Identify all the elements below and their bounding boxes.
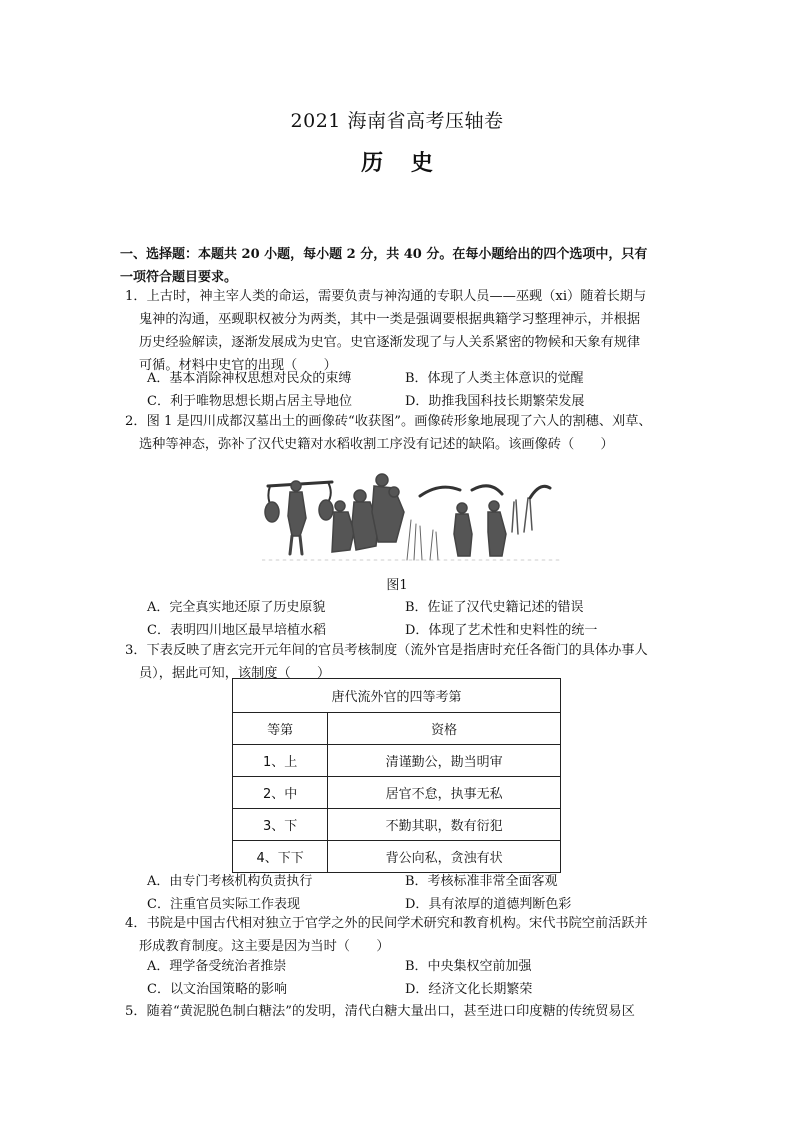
table-row <box>233 777 561 809</box>
q2-line: 选种等神态，弥补了汉代史籍对水稻收割工序没有记述的缺陷。该画像砖（ ） <box>139 437 614 452</box>
table-cell: 4、下下 <box>233 841 328 873</box>
q3-line: 员），据此可知，该制度（ ） <box>139 666 331 681</box>
q3-option-b[interactable]: B．考核标准非常全面客观 <box>405 874 558 889</box>
subject-title: 历 史 <box>361 150 433 176</box>
q4-option-d[interactable]: D．经济文化长期繁荣 <box>405 982 533 997</box>
q2-line: 2．图 1 是四川成都汉墓出土的画像砖“收获图”。画像砖形象地展现了六人的割穗、刈草、 <box>125 414 652 429</box>
table-cell: 3、下 <box>233 809 328 841</box>
q2-option-c[interactable]: C．表明四川地区最早培植水稻 <box>147 623 326 638</box>
figure-caption: 图1 <box>386 578 408 593</box>
q4-option-c[interactable]: C．以文治国策略的影响 <box>147 982 287 997</box>
q1-option-d[interactable]: D．助推我国科技长期繁荣发展 <box>405 394 585 409</box>
table-cell: 背公向私，贪浊有状 <box>328 841 561 873</box>
q4-option-b[interactable]: B．中央集权空前加强 <box>405 959 532 974</box>
question-5 <box>125 1000 685 1023</box>
table-cell: 不勤其职，数有衍犯 <box>328 809 561 841</box>
section-heading-line1: 一、选择题：本题共 20 小题，每小题 2 分，共 40 分。在每小题给出的四个选项中，只有 <box>120 247 648 262</box>
harvest-brick-image <box>262 472 562 564</box>
q1-options <box>147 367 687 413</box>
q3-option-a[interactable]: A．由专门考核机构负责执行 <box>147 874 313 889</box>
q5-line: 5．随着“黄泥脱色制白糖法”的发明，清代白糖大量出口，甚至进口印度糖的传统贸易区 <box>125 1004 635 1019</box>
q4-options <box>147 955 687 1001</box>
q3-option-c[interactable]: C．注重官员实际工作表现 <box>147 897 300 912</box>
q2-options <box>147 596 687 642</box>
q1-line: 鬼神的沟通，巫觋职权被分为两类，其中一类是强调要根据典籍学习整理神示，并根据 <box>139 312 641 327</box>
q1-line: 历史经验解读，逐渐发展成为史官。史官逐渐发现了与人关系紧密的物候和天象有规律 <box>139 335 641 350</box>
q4-line: 形成教育制度。这主要是因为当时（ ） <box>139 939 390 954</box>
q2-option-a[interactable]: A．完全真实地还原了历史原貌 <box>147 600 326 615</box>
table-header-qualification: 资格 <box>328 713 561 745</box>
table-row <box>233 809 561 841</box>
q3-option-d[interactable]: D．具有浓厚的道德判断色彩 <box>405 897 572 912</box>
table-cell: 居官不怠，执事无私 <box>328 777 561 809</box>
question-4 <box>125 912 685 958</box>
q4-option-a[interactable]: A．理学备受统治者推崇 <box>147 959 287 974</box>
table-cell: 1、上 <box>233 745 328 777</box>
q1-option-c[interactable]: C．利于唯物思想长期占居主导地位 <box>147 394 352 409</box>
grade-table <box>232 678 561 873</box>
table-cell: 清谨勤公，勘当明审 <box>328 745 561 777</box>
q3-line: 3．下表反映了唐玄完开元年间的官员考核制度（流外官是指唐时充任各衙门的具体办事人 <box>125 643 648 658</box>
q2-option-b[interactable]: B．佐证了汉代史籍记述的错误 <box>405 600 584 615</box>
q2-option-d[interactable]: D．体现了艺术性和史料性的统一 <box>405 623 598 638</box>
table-cell: 2、中 <box>233 777 328 809</box>
q3-options <box>147 870 687 916</box>
q1-option-b[interactable]: B．体现了人类主体意识的觉醒 <box>405 371 584 386</box>
q4-line: 4．书院是中国古代相对独立于官学之外的民间学术研究和教育机构。宋代书院空前活跃并 <box>125 916 648 931</box>
question-2 <box>125 410 685 456</box>
section-heading-line2: 一项符合题目要求。 <box>120 270 238 285</box>
section-heading <box>120 243 680 289</box>
exam-title: 2021 海南省高考压轴卷 <box>290 110 504 132</box>
question-1 <box>125 285 685 377</box>
table-row <box>233 745 561 777</box>
q1-line: 可循。材料中史官的出现（ ） <box>139 358 337 373</box>
q1-line: 1．上古时，神主宰人类的命运，需要负责与神沟通的专职人员——巫觋（xi）随着长期与 <box>125 289 647 304</box>
table-header-grade: 等第 <box>233 713 328 745</box>
table-row <box>233 841 561 873</box>
q1-option-a[interactable]: A．基本消除神权思想对民众的束缚 <box>147 371 352 386</box>
table-caption: 唐代流外官的四等考第 <box>233 679 561 713</box>
